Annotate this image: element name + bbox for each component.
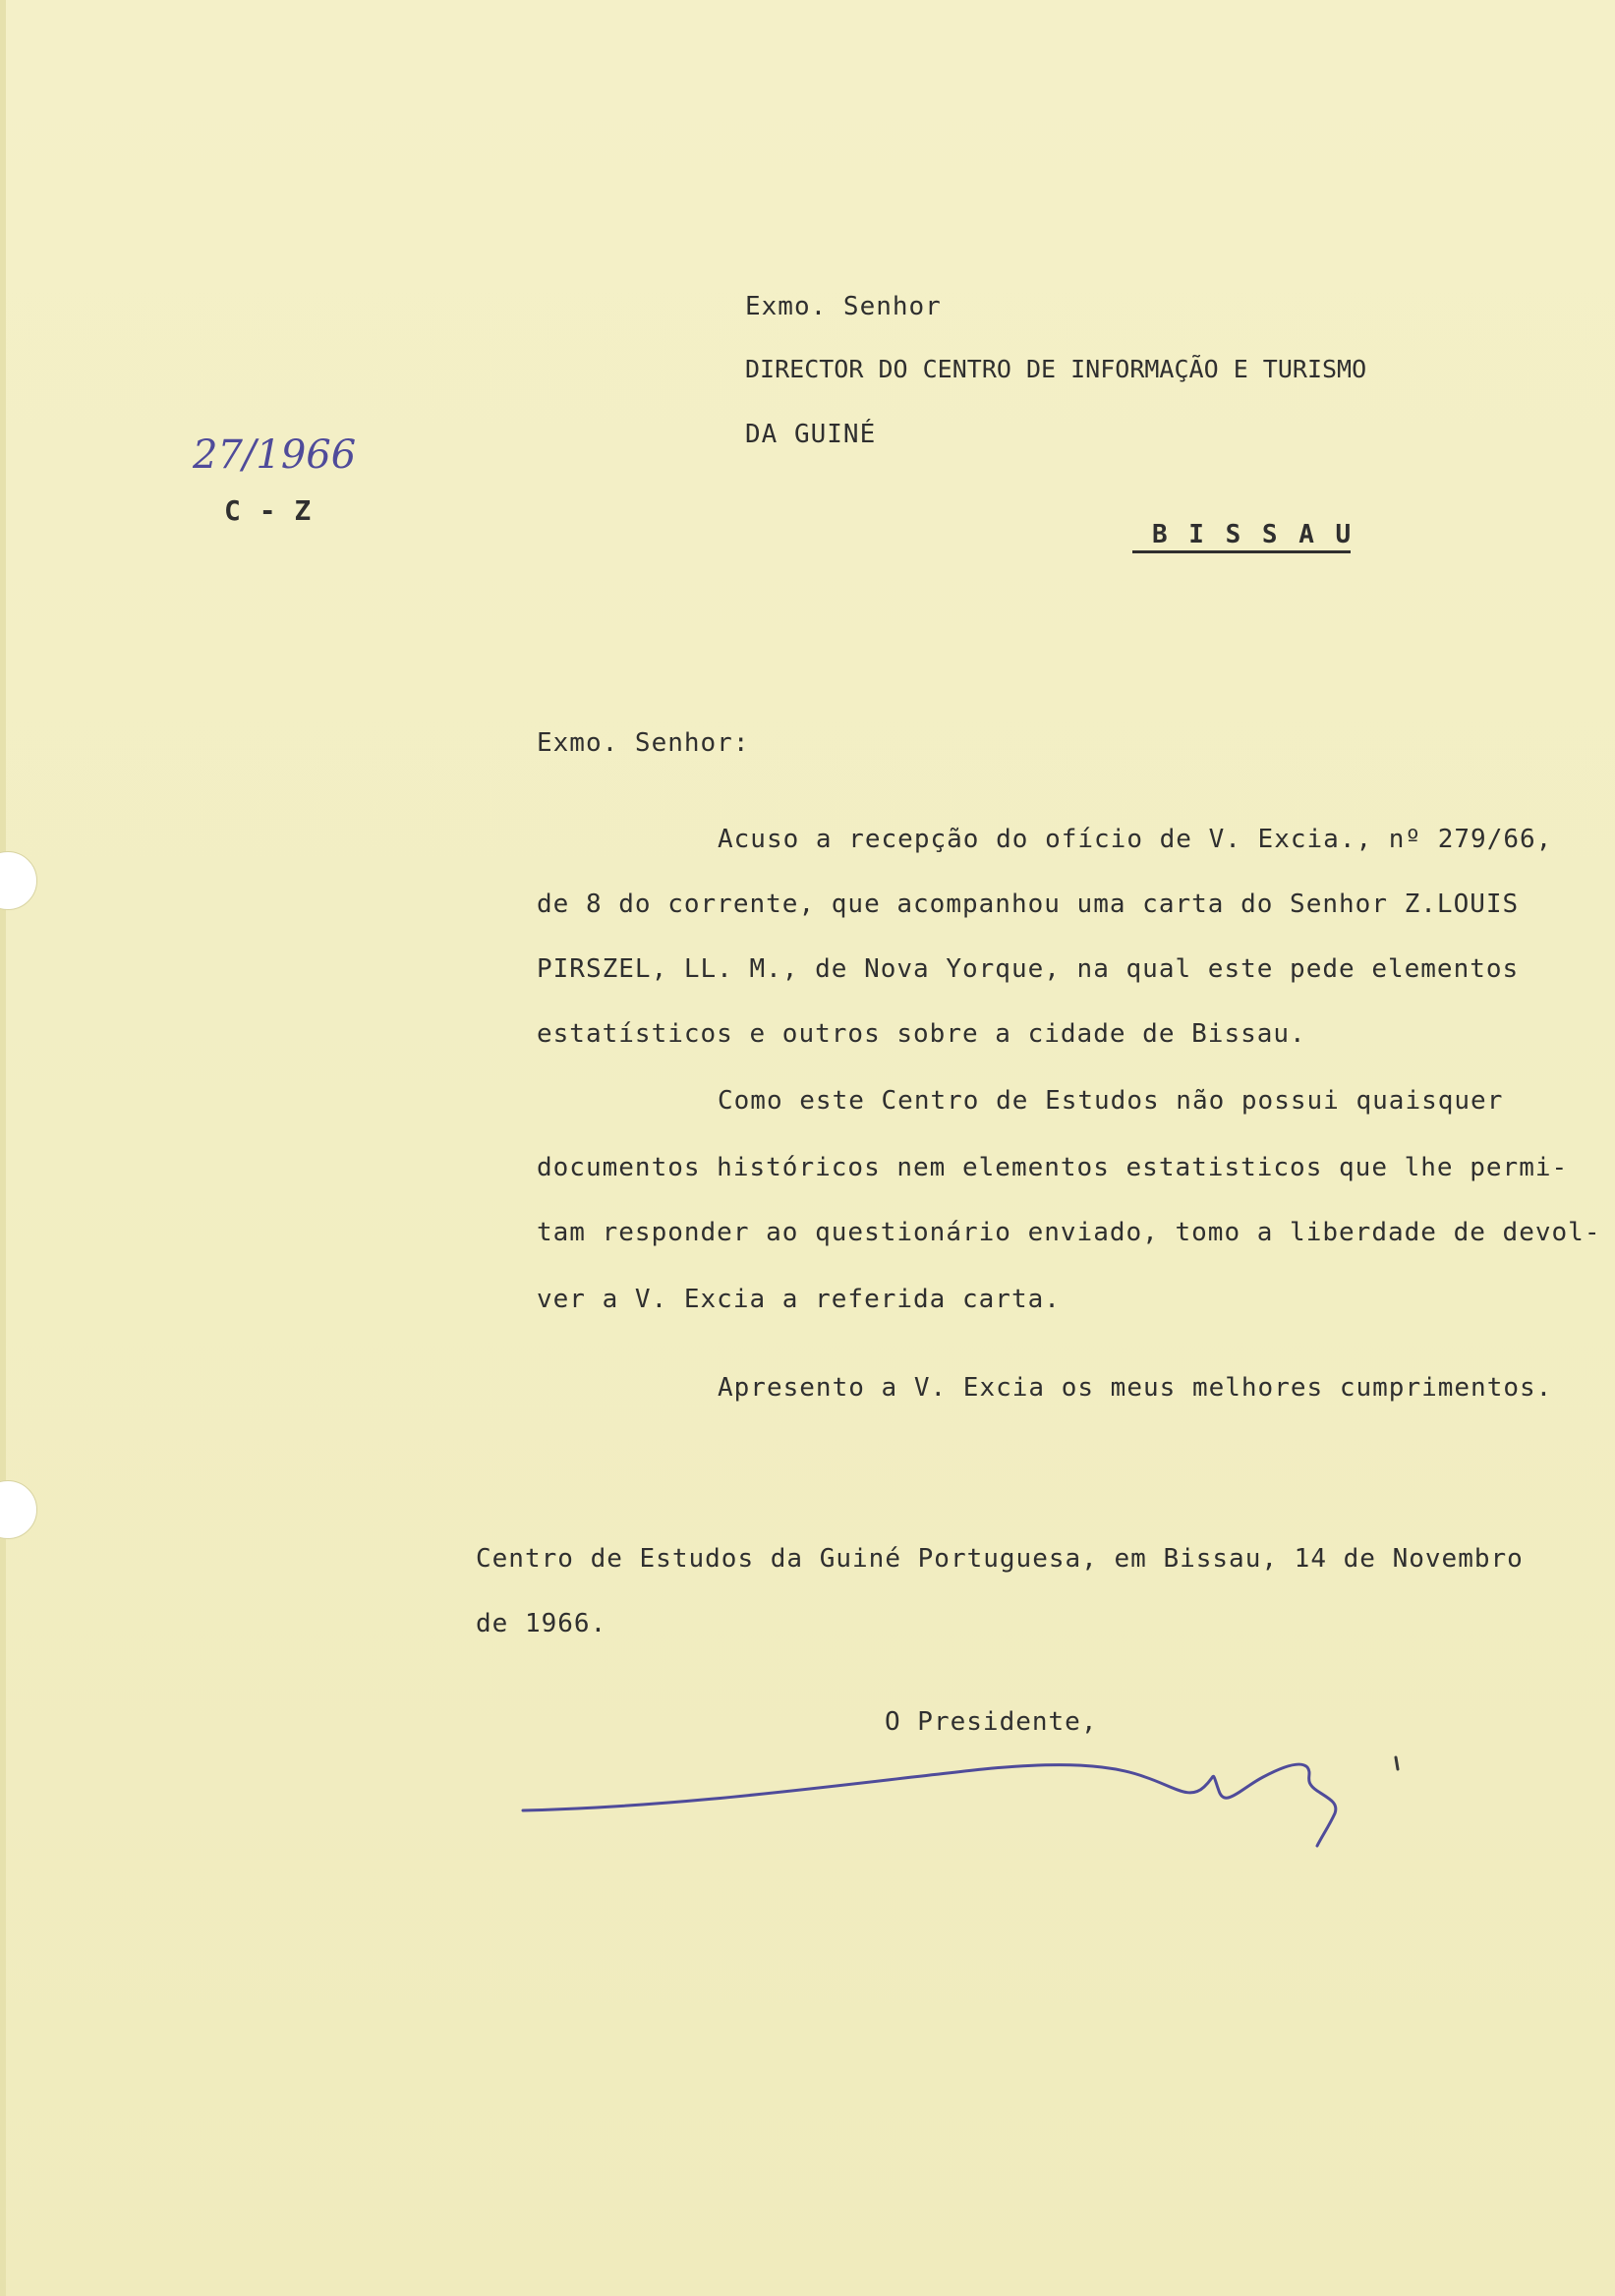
addressee-city: B I S S A U <box>1152 520 1355 549</box>
signature-tick <box>1396 1757 1398 1769</box>
paragraph-1-line: PIRSZEL, LL. M., de Nova Yorque, na qual este pede elementos <box>537 954 1520 984</box>
signatory-role: O Presidente, <box>885 1707 1098 1737</box>
letter-greeting: Exmo. Senhor: <box>537 728 750 758</box>
paragraph-2-line: tam responder ao questionário enviado, tomo a liberdade de devol- <box>537 1218 1601 1247</box>
handwritten-reference-number: 27/1966 <box>193 432 357 478</box>
paragraph-2-line: documentos históricos nem elementos estatisticos que lhe permi- <box>537 1153 1569 1182</box>
reference-code: C - Z <box>224 494 313 527</box>
paragraph-1-line: de 8 do corrente, que acompanhou uma carta do Senhor Z.LOUIS <box>537 890 1520 919</box>
addressee-salutation: Exmo. Senhor <box>745 292 942 321</box>
signature-stroke <box>523 1764 1336 1846</box>
paragraph-1-line: estatísticos e outros sobre a cidade de Bissau. <box>537 1019 1306 1049</box>
paragraph-2-line: Como este Centro de Estudos não possui quaisquer <box>718 1086 1504 1116</box>
dateline-line-2: de 1966. <box>476 1609 607 1638</box>
paragraph-1-line: Acuso a recepção do ofício de V. Excia., nº 279/66, <box>718 825 1553 854</box>
addressee-location: DA GUINÉ <box>745 420 877 449</box>
paragraph-2-line: ver a V. Excia a referida carta. <box>537 1285 1061 1314</box>
closing-sentence: Apresento a V. Excia os meus melhores cumprimentos. <box>718 1373 1553 1403</box>
dateline-line-1: Centro de Estudos da Guiné Portuguesa, em Bissau, 14 de Novembro <box>476 1544 1524 1574</box>
addressee-title: DIRECTOR DO CENTRO DE INFORMAÇÃO E TURISMO <box>745 355 1367 383</box>
